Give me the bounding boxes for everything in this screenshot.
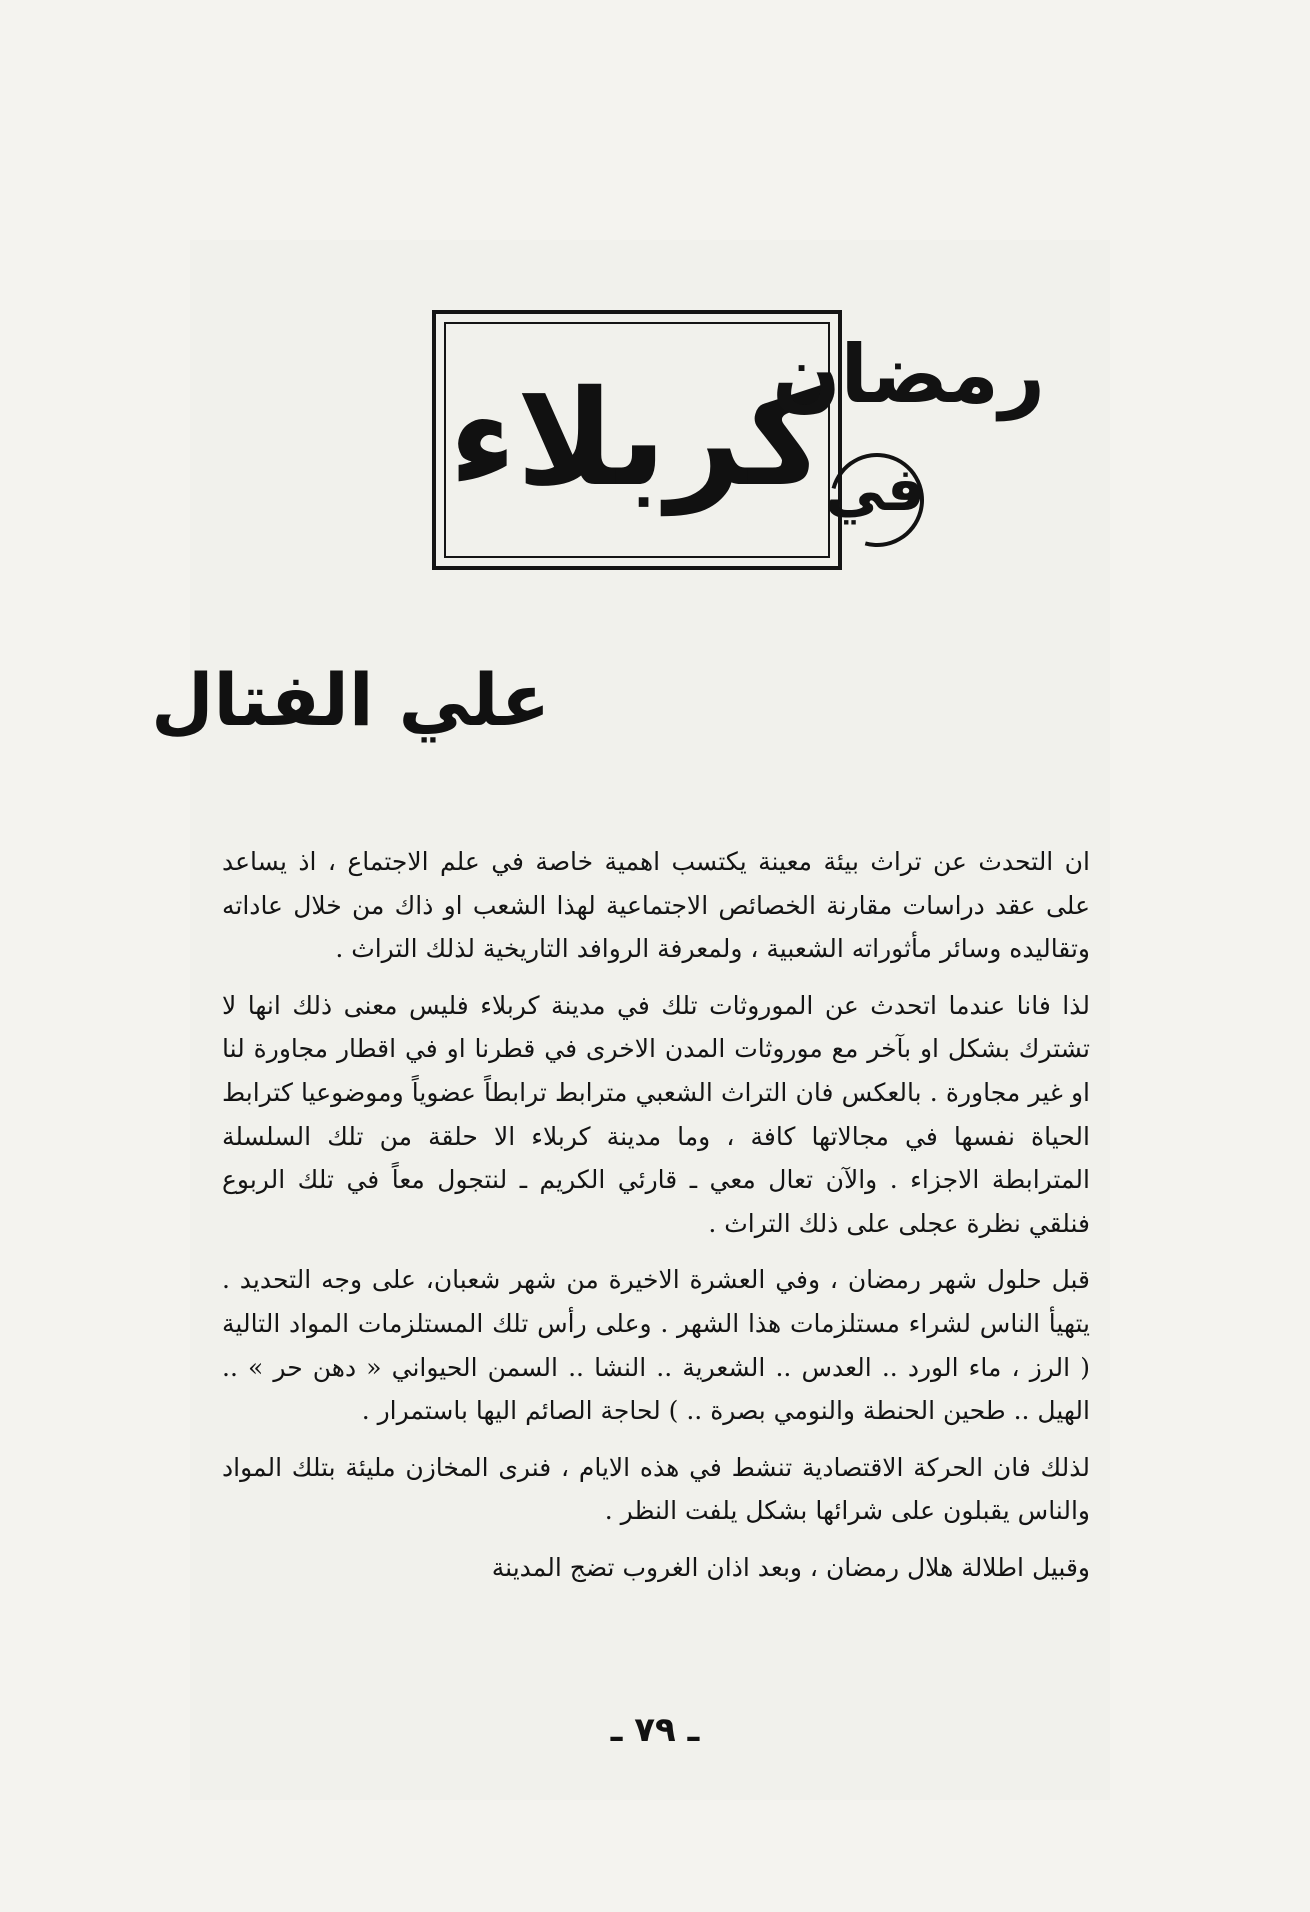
- paragraph-1: ان التحدث عن تراث بيئة معينة يكتسب اهمية خاصة في علم الاجتماع ، اذ يساعد على عقد دراسات مقارنة الخصائص الاجتماعية لهذا الشعب او ذاك من خلال عاداته وتقاليده وسائر مأثوراته الشعبية ، ولمعرفة الروافد التاريخية لذلك التراث .: [222, 847, 1090, 964]
- title-word-karbala: كربلاء: [448, 362, 826, 516]
- paragraph-3: قبل حلول شهر رمضان ، وفي العشرة الاخيرة من شهر شعبان، على وجه التحديد . يتهيأ الناس لشراء مستلزمات هذا الشهر . وعلى رأس تلك المستلزمات المواد التالية ( الرز ، ماء الورد .. العدس .. الشعرية .. النشا .. السمن الحيواني « دهن حر » .. الهيل .. طحين الحنطة والنومي بصرة .. ) لحاجة الصائم اليها باستمرار .: [222, 1265, 1090, 1426]
- paragraph-4: لذلك فان الحركة الاقتصادية تنشط في هذه الايام ، فنرى المخازن مليئة بتلك المواد والناس يقبلون على شرائها بشكل يلفت النظر .: [222, 1452, 1090, 1526]
- title-word-fi: في: [820, 445, 930, 545]
- title-word-ramadan: رمضان: [772, 328, 1045, 421]
- author-name: علي الفتال: [151, 658, 550, 742]
- paragraph-2: لذا فانا عندما اتحدث عن الموروثات تلك في مدينة كربلاء فليس معنى ذلك انها لا تشترك بشكل او بآخر مع موروثات المدن الاخرى في قطرنا او في اقطار مجاورة لنا او غير مجاورة . بالعكس فان التراث الشعبي مترابط ترابطاً عضوياً وموضوعيا كترابط الحياة نفسها في مجالاتها كافة ، وما مدينة كربلاء الا حلقة من تلك السلسلة المترابطة الاجزاء . والآن تعال معي ـ قارئي الكريم ـ لنتجول معاً في تلك الربوع فنلقي نظرة عجلى على ذلك التراث .: [222, 990, 1090, 1238]
- article-body: [222, 840, 1090, 1603]
- paragraph-5: وقبيل اطلالة هلال رمضان ، وبعد اذان الغروب تضج المدينة: [491, 1552, 1090, 1582]
- page-number: ـ ٧٩ ـ: [610, 1710, 700, 1750]
